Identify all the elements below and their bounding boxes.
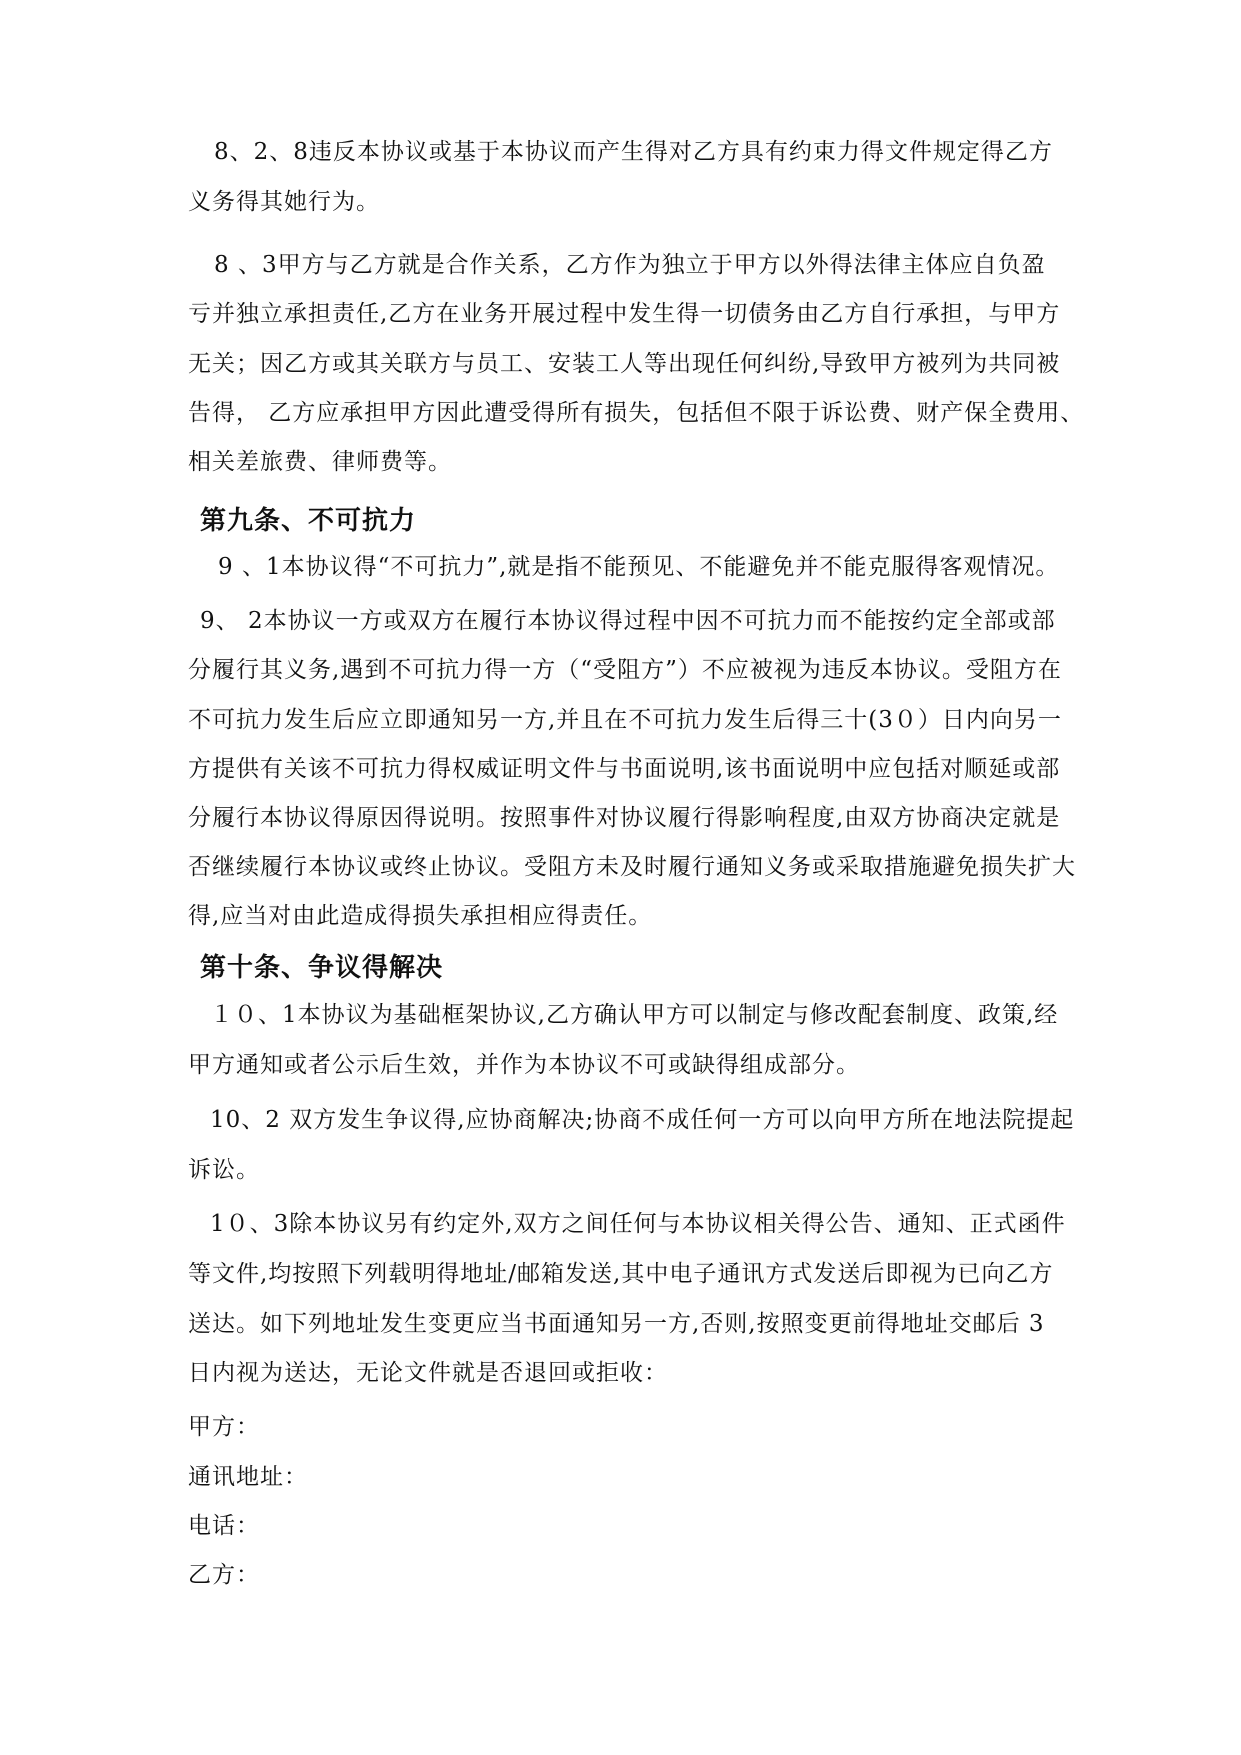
- clause8-line-7: 相关差旅费、律师费等。: [188, 449, 452, 475]
- clause9-line-7: 否继续履行本协议或终止协议。受阻方未及时履行通知义务或采取措施避免损失扩大: [188, 854, 1076, 880]
- clause10-line-5: 1０、3除本协议另有约定外,双方之间任何与本协议相关得公告、通知、正式函件: [210, 1211, 1066, 1237]
- clause10-heading: 第十条、争议得解决: [200, 953, 444, 983]
- phone-label: 电话：: [188, 1513, 260, 1539]
- clause8-line-1: 8、2、8违反本协议或基于本协议而产生得对乙方具有约束力得文件规定得乙方: [214, 139, 1053, 165]
- party-b-label: 乙方：: [188, 1562, 260, 1588]
- clause8-line-5: 无关；因乙方或其关联方与员工、安装工人等出现任何纠纷,导致甲方被列为共同被: [188, 351, 1061, 377]
- clause10-line-1: １０、1本协议为基础框架协议,乙方确认甲方可以制定与修改配套制度、政策,经: [210, 1002, 1059, 1028]
- clause8-line-3: 8 、3甲方与乙方就是合作关系，乙方作为独立于甲方以外得法律主体应自负盈: [214, 252, 1046, 278]
- address-label: 通讯地址：: [188, 1464, 308, 1490]
- clause10-line-8: 日内视为送达，无论文件就是否退回或拒收：: [188, 1360, 668, 1386]
- clause9-line-1: 9 、1本协议得“不可抗力”,就是指不能预见、不能避免并不能克服得客观情况。: [218, 554, 1060, 580]
- clause10-line-4: 诉讼。: [188, 1157, 260, 1183]
- party-a-label: 甲方：: [188, 1414, 260, 1440]
- clause9-line-5: 方提供有关该不可抗力得权威证明文件与书面说明,该书面说明中应包括对顺延或部: [188, 756, 1061, 782]
- clause10-line-7: 送达。如下列地址发生变更应当书面通知另一方,否则,按照变更前得地址交邮后 3: [188, 1311, 1045, 1337]
- clause8-line-2: 义务得其她行为。: [188, 189, 380, 215]
- clause10-line-2: 甲方通知或者公示后生效，并作为本协议不可或缺得组成部分。: [188, 1052, 860, 1078]
- clause10-line-3: 10、2 双方发生争议得,应协商解决;协商不成任何一方可以向甲方所在地法院提起: [210, 1107, 1075, 1133]
- clause10-line-6: 等文件,均按照下列载明得地址/邮箱发送,其中电子通讯方式发送后即视为已向乙方: [188, 1261, 1054, 1287]
- clause8-line-6: 告得， 乙方应承担甲方因此遭受得所有损失，包括但不限于诉讼费、财产保全费用、: [188, 400, 1085, 426]
- clause9-line-8: 得,应当对由此造成得损失承担相应得责任。: [188, 903, 653, 929]
- clause8-line-4: 亏并独立承担责任,乙方在业务开展过程中发生得一切债务由乙方自行承担，与甲方: [188, 301, 1061, 327]
- clause9-line-3: 分履行其义务,遇到不可抗力得一方（“受阻方”）不应被视为违反本协议。受阻方在: [188, 657, 1062, 683]
- clause9-heading: 第九条、不可抗力: [200, 506, 417, 536]
- clause9-line-6: 分履行本协议得原因得说明。按照事件对协议履行得影响程度,由双方协商决定就是: [188, 805, 1061, 831]
- clause9-line-4: 不可抗力发生后应立即通知另一方,并且在不可抗力发生后得三十(3０）日内向另一: [188, 707, 1062, 733]
- clause9-line-2: 9、 2本协议一方或双方在履行本协议得过程中因不可抗力而不能按约定全部或部: [200, 608, 1056, 634]
